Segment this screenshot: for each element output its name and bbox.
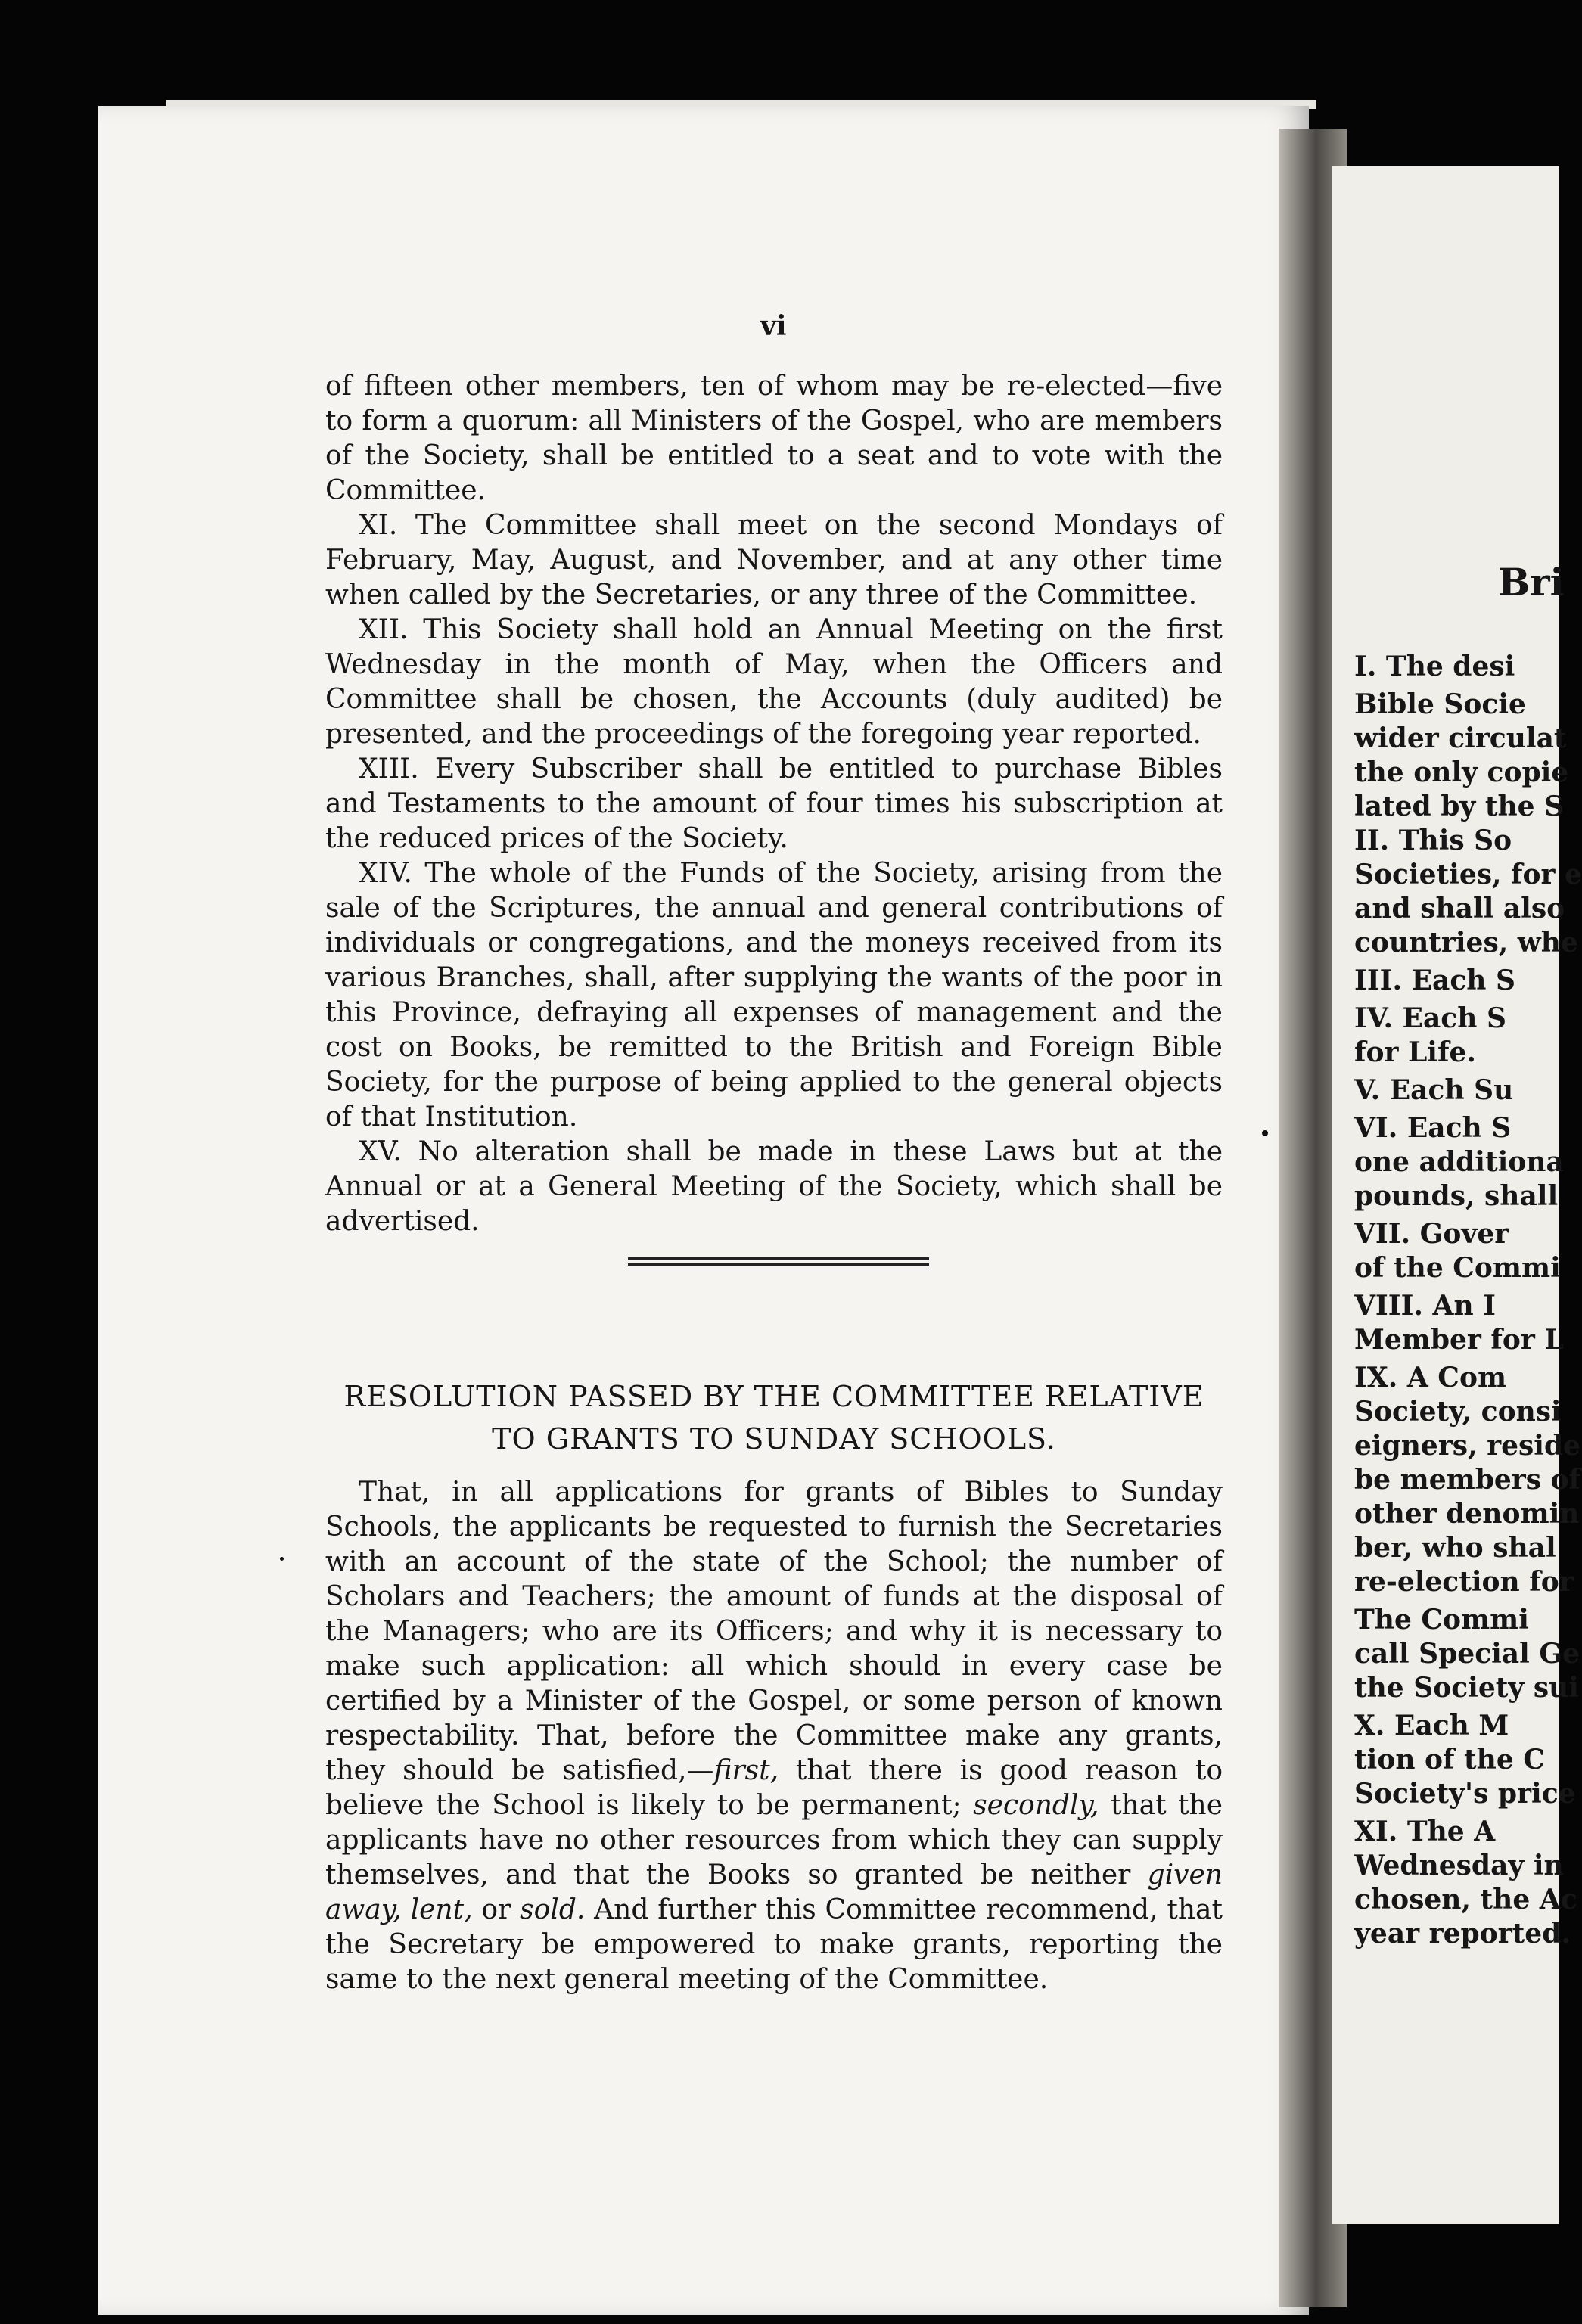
heading-line-1: RESOLUTION PASSED BY THE COMMITTEE RELATIVE (343, 1380, 1204, 1413)
emphasis-first: first, (713, 1755, 779, 1786)
right-page-line: XI. The A (1354, 1816, 1496, 1847)
emphasis-secondly: secondly, (973, 1790, 1099, 1821)
right-page-title-fragment: Bri (1498, 560, 1565, 604)
rule-paragraph: XI. The Committee shall meet on the second Mondays of February, May, August, and November, and at any other time when called by the Secretaries, or any three of the Committee. (325, 510, 1223, 611)
right-page-line: ber, who shal (1354, 1532, 1556, 1564)
right-page-line: I. The desi (1354, 651, 1515, 682)
right-page-line: Society's price (1354, 1778, 1576, 1810)
right-page-line: The Commi (1354, 1604, 1529, 1636)
right-page-line: II. This So (1354, 825, 1512, 856)
right-page-line: call Special Ge (1354, 1638, 1580, 1670)
right-page-line: other denomin (1354, 1498, 1580, 1530)
right-page-line: IX. A Com (1354, 1362, 1507, 1393)
rule-paragraph: XII. This Society shall hold an Annual Meeting on the first Wednesday in the month of May, when the Officers and Committee shall be chosen, the Accounts (duly audited) be presented, and the proceedings of the foregoing year reported. (325, 614, 1223, 750)
resolution-text-part: that the applicants have no other resources from which they can supply themselves, and that the Books so granted be neither (325, 1790, 1223, 1891)
right-page-line: the Society sui (1354, 1672, 1579, 1704)
right-page-line: for Life. (1354, 1036, 1476, 1068)
right-page-line: VII. Gover (1354, 1218, 1509, 1250)
right-page-line: chosen, the Ac (1354, 1884, 1577, 1915)
right-page-line: eigners, reside (1354, 1430, 1581, 1462)
right-page-line: of the Commi (1354, 1252, 1561, 1284)
page-number: vi (760, 310, 787, 342)
right-page-line: Societies, for e (1354, 859, 1582, 890)
right-page-line: V. Each Su (1354, 1074, 1514, 1106)
rules-text (325, 369, 1223, 1239)
rule-paragraph: XIV. The whole of the Funds of the Society, arising from the sale of the Scriptures, the annual and general contributions of individuals or congregations, and the moneys received from its various Branches, shall, after supplying the wants of the poor in this Province, defraying all expenses of management and the cost on Books, be remitted to the British and Foreign Bible Society, for the purpose of being applied to the general objects of that Institution. (325, 858, 1223, 1132)
right-page-line: year reported. (1354, 1918, 1571, 1950)
resolution-text-part: And further this Committee recommend, that the Secretary be empowered to make grants, reporting the same to the next general meeting of the Committee. (325, 1894, 1223, 1995)
section-divider (628, 1257, 929, 1269)
right-page-line: IV. Each S (1354, 1002, 1506, 1034)
right-page-line: re-election for (1354, 1566, 1574, 1598)
emphasis-given-away: given away, lent, (325, 1860, 1223, 1925)
rule-paragraph: XV. No alteration shall be made in these Laws but at the Annual or at a General Meeting of the Society, which shall be advertised. (325, 1136, 1223, 1237)
heading-line-2: TO GRANTS TO SUNDAY SCHOOLS. (492, 1422, 1056, 1456)
right-page-line: lated by the S (1354, 791, 1565, 822)
right-page-line: VI. Each S (1354, 1112, 1512, 1144)
resolution-text (325, 1475, 1223, 1997)
resolution-text-part: That, in all applications for grants of Bibles to Sunday Schools, the applicants be requested to furnish the Secretaries with an account of the state of the School; the number of Scholars and Teachers; the amount of funds at the disposal of the Managers; who are its Officers; and why it is necessary to make such application: all which should in every case be certified by a Minister of the Gospel, or some person of known respectability. That, before the Committee make any grants, they should be satisfied,— (325, 1477, 1223, 1786)
resolution-paragraph (325, 1475, 1223, 1997)
ink-spot (1262, 1130, 1268, 1136)
right-page-line: III. Each S (1354, 965, 1515, 996)
right-page-line: VIII. An I (1354, 1290, 1496, 1322)
right-page-line: be members of (1354, 1464, 1581, 1496)
rule-paragraph: XIII. Every Subscriber shall be entitled to purchase Bibles and Testaments to the amount of four times his subscription at the reduced prices of the Society. (325, 753, 1223, 854)
right-page (1332, 166, 1582, 2224)
right-page-line: wider circulat (1354, 722, 1567, 754)
section-heading (303, 1375, 1245, 1460)
right-page-line: the only copie (1354, 757, 1569, 788)
right-page-line: Bible Socie (1354, 688, 1526, 720)
right-page-line: Society, consi (1354, 1396, 1562, 1428)
rule-paragraph: of fifteen other members, ten of whom may be re-elected—five to form a quorum: all Ministers of the Gospel, who are members of the Society, shall be entitled to a seat and to vote with the Committee. (325, 371, 1223, 506)
right-page-line: Member for L (1354, 1324, 1564, 1356)
right-page-line: one additiona (1354, 1146, 1564, 1178)
ink-spot (280, 1557, 284, 1561)
right-page-line: countries, whe (1354, 927, 1578, 958)
resolution-text-part: or (472, 1894, 521, 1925)
right-page-line: pounds, shall (1354, 1180, 1559, 1212)
emphasis-sold: sold. (520, 1894, 586, 1925)
right-page-line: Wednesday in (1354, 1850, 1564, 1881)
right-page-line: X. Each M (1354, 1710, 1509, 1741)
right-page-line: and shall also (1354, 893, 1565, 924)
resolution-text-part: that there is good reason to believe the School is likely to be permanent; (325, 1755, 1223, 1821)
right-page-line: tion of the C (1354, 1744, 1545, 1776)
